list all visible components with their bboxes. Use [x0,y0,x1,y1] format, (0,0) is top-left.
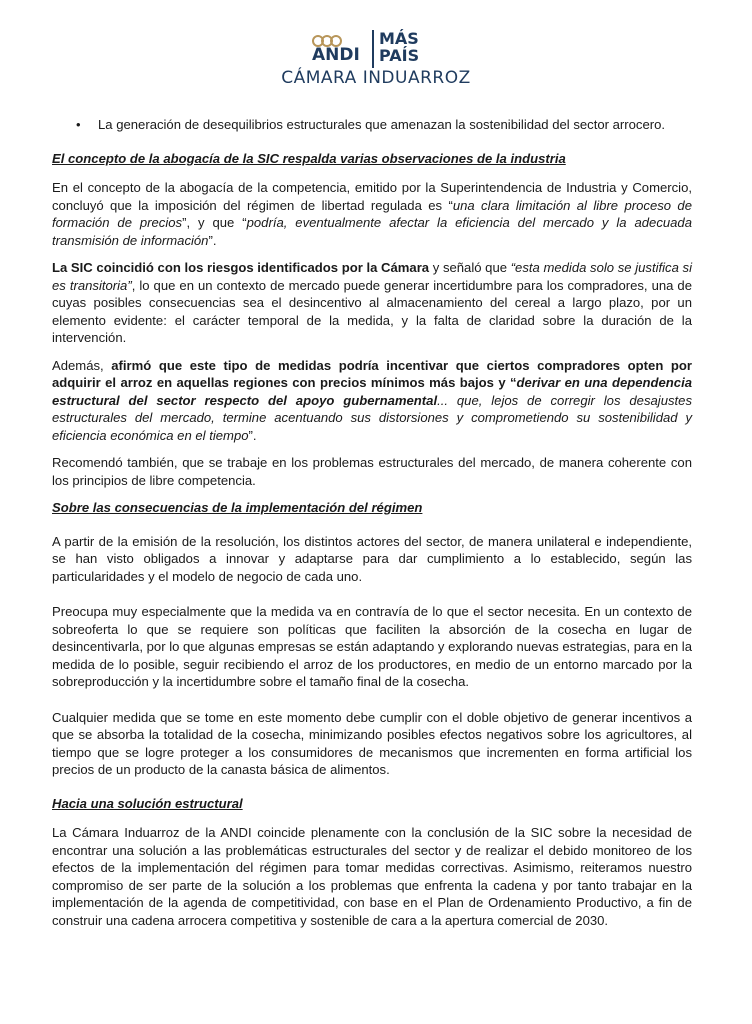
paragraph-sic-recommended: Recomendó también, que se trabaje en los problemas estructurales del mercado, de manera coherente con los principios de libre competencia. [52,455,692,488]
bold-run: La SIC coincidió con los riesgos identificados por la Cámara [52,260,430,275]
section-heading-consequences: Sobre las consecuencias de la implementación del régimen [52,500,423,515]
org-name: CÁMARA INDUARROZ [281,68,471,88]
paragraph-consequences-1: A partir de la emisión de la resolución, los distintos actores del sector, de manera unilateral e independiente, se han visto obligados a innovar y adaptarse para dar cumplimiento a lo establecido, según las particularidades y el modelo de negocio de cada uno. [52,533,692,584]
letterhead [0,22,752,100]
text-run: ”. [248,427,257,443]
quote-run: una clara limitación al libre proceso de formación de precios [52,197,692,230]
text-run: , lo que en un contexto de mercado puede generar incertidumbre para los compradores, una de cuyas posibles consecuencias sea el desincentivo al almacenamiento del cereal a largo plazo, por un elemento evidente: el carácter temporal de la medida, y la falta de claridad sobre la duración de la intervención. [52,277,692,345]
paragraph-consequences-3: Cualquier medida que se tome en este momento debe cumplir con el doble objetivo de generar incentivos a que se absorba la totalidad de la cosecha, minimizando posibles efectos negativos sobre los agricultores, al tiempo que se logre proteger a los consumidores de mecanismos que incrementen en forma artificial los precios de un producto de la canasta básica de alimentos. [52,709,692,777]
andi-logo-text: ANDI [312,45,360,65]
bold-run: afirmó que este tipo de medidas podría incentivar que ciertos compradores opten por adquirir el arroz en aquellas regiones con precios mínimos más bajos y “ [52,357,692,390]
logo-pais: PAÍS [379,46,420,65]
paragraph-solution: La Cámara Induarroz de la ANDI coincide plenamente con la conclusión de la SIC sobre la necesidad de encontrar una solución a las problemáticas estructurales del sector y de realizar el debido monitoreo de los efectos de la implementación del régimen para tomar medidas correctivas. Asimismo, reiteramos nuestro compromiso de ser parte de la solución a los problemas que enfrenta la cadena y por tanto trabajar en la implementación de la agenda de competitividad, con base en el Plan de Ordenamiento Productivo, a fin de construir una cadena arrocera competitiva y sostenible de cara a la apertura comercial de 2030. [52,825,692,928]
quote-run: ... que, lejos de corregir los desajustes estructurales del mercado, termine acentuando sus distorsiones y comprometiendo su sostenibilidad y eficiencia económica en el tiempo [52,392,692,443]
paragraph-sic-concept [52,179,692,249]
section-heading-solution: Hacia una solución estructural [52,795,243,811]
text-run: ”. [208,232,217,248]
bullet-text: La generación de desequilibrios estructurales que amenazan la sostenibilidad del sector arrocero. [98,117,666,132]
text-run: Además, [52,357,112,373]
andi-mas-pais-logo [312,28,462,68]
mas-pais-logo-text [379,30,419,64]
section-heading-sic: El concepto de la abogacía de la SIC respalda varias observaciones de la industria [52,150,566,166]
bullet-item [76,116,692,134]
logo-divider [372,30,374,68]
document-body [52,116,692,929]
bold-quote-run: derivar en una dependencia estructural del sector respecto del apoyo gubernamental [52,375,692,408]
logo-mas: MÁS [379,29,419,48]
quote-run: “esta medida solo se justifica si es transitoria” [52,260,692,293]
text-run: ”, y que “ [182,215,247,230]
text-run: En el concepto de la abogacía de la competencia, emitido por la Superintendencia de Industria y Comercio, concluyó que la imposición del régimen de libertad regulada es “ [52,180,692,213]
paragraph-sic-affirmed [52,357,692,445]
bullet-icon: • [76,117,81,132]
paragraph-consequences-2: Preocupa muy especialmente que la medida va en contravía de lo que el sector necesita. En un contexto de sobreoferta lo que se requiere son políticas que faciliten la absorción de la cosecha en lugar de desincentivarla, por lo que algunas empresas se están adaptando y explorando nuevas estrategias, para en la medida de lo posible, seguir recibiendo el arroz de los productores, en medio de un entorno marcado por la sobreproducción y la incertidumbre sobre el tamaño final de la cosecha. [52,604,692,689]
text-run: y señaló que [429,260,511,275]
quote-run: podría, eventualmente afectar la eficiencia del mercado y la adecuada transmisión de información [52,215,692,248]
paragraph-sic-risks [52,259,692,347]
